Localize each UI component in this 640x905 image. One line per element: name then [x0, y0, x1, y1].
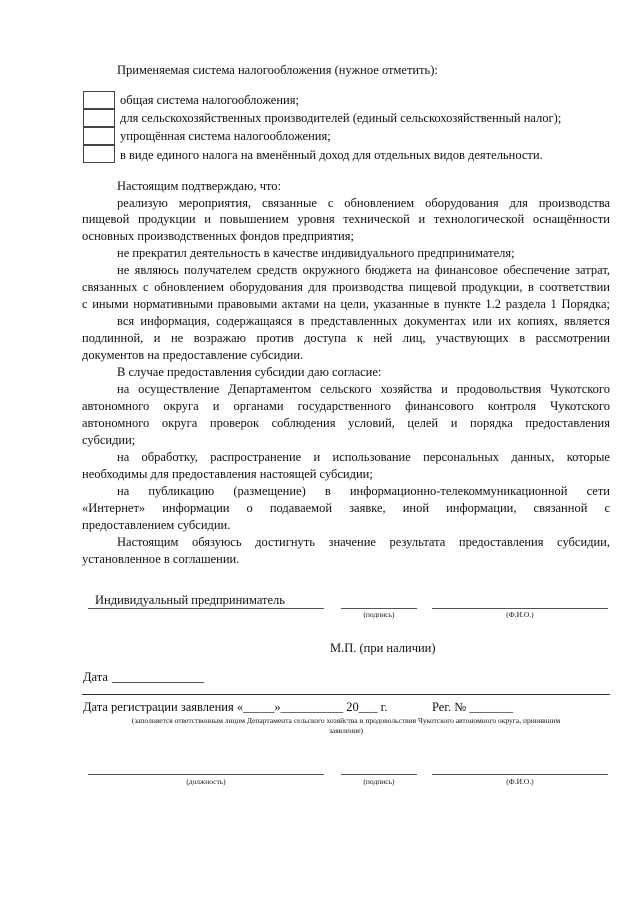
registration-note: заявление): [328, 726, 364, 735]
tax-system-title: Применяемая система налогообложения (нужное отметить):: [117, 63, 438, 77]
confirm-line: связанных с обновлением оборудования для производства пищевой продукции, в соответствии: [82, 280, 610, 294]
confirm-line: документов на предоставление субсидии.: [82, 348, 304, 362]
consent-line: на обработку, распространение и использование персональных данных, которые: [117, 450, 610, 464]
confirm-line: пищевой продукции и повышением уровня технической и технологической оснащённости: [82, 212, 610, 226]
confirm-line: с иными нормативными правовыми актами на цели, указанные в пункте 1.2 раздела 1 Порядка;: [82, 297, 610, 311]
confirm-line: не прекратил деятельность в качестве индивидуального предпринимателя;: [117, 246, 515, 260]
confirm-line: вся информация, содержащаяся в представленных документах или их копиях, является: [117, 314, 610, 328]
date-label: Дата: [83, 670, 108, 684]
tax-option-checkbox-4[interactable]: [83, 145, 115, 163]
registration-date-label: Дата регистрации заявления «_____»__________ 20___ г.: [83, 700, 388, 714]
registration-note: (заполняется ответственным лицом Департамента сельского хозяйства и продовольствия Чукотского автономного округа, принявшим: [131, 716, 561, 725]
official-name-line[interactable]: [432, 774, 608, 775]
tax-option-label-4: в виде единого налога на вменённый доход для отдельных видов деятельности.: [120, 148, 543, 162]
consent-line: автономного округа и органами государственного финансового контроля Чукотского: [82, 399, 610, 413]
confirm-line: подлинной, и не возражаю против доступа к ней лиц, участвующих в рассмотрении: [82, 331, 610, 345]
tax-option-label-3: упрощённая система налогообложения;: [120, 129, 331, 143]
official-signature-line[interactable]: [341, 774, 417, 775]
tax-option-checkbox-3[interactable]: [83, 127, 115, 145]
tax-option-checkbox-2[interactable]: [83, 109, 115, 127]
consent-line: на публикацию (размещение) в информационно-телекоммуникационной сети: [117, 484, 610, 498]
name-caption: (Ф.И.О.): [506, 610, 534, 619]
tax-option-label-1: общая система налогообложения;: [120, 93, 299, 107]
consent-intro: В случае предоставления субсидии даю согласие:: [117, 365, 382, 379]
confirm-line: не являюсь получателем средств окружного бюджета на финансовое обеспечение затрат,: [117, 263, 610, 277]
official-signature-caption: (подпись): [363, 777, 395, 786]
confirm-line: реализую мероприятия, связанные с обновлением оборудования для производства: [117, 196, 610, 210]
official-position-caption: (должность): [186, 777, 226, 786]
official-name-caption: (Ф.И.О.): [506, 777, 534, 786]
stamp-label: М.П. (при наличии): [330, 641, 436, 655]
signature-line[interactable]: [341, 608, 417, 609]
position-line: [88, 608, 324, 609]
confirm-line: основных производственных фондов предприятия;: [82, 229, 354, 243]
obligation-line: установленное в соглашении.: [82, 552, 240, 566]
obligation-line: Настоящим обязуюсь достигнуть значение результата предоставления субсидии,: [117, 535, 610, 549]
applicant-position: Индивидуальный предприниматель: [95, 593, 285, 607]
registration-divider: [82, 694, 610, 695]
consent-line: необходимы для предоставления настоящей субсидии;: [82, 467, 373, 481]
date-line[interactable]: [112, 682, 204, 683]
registration-number-label: Рег. № _______: [432, 700, 514, 714]
confirm-intro: Настоящим подтверждаю, что:: [117, 179, 282, 193]
tax-option-checkbox-1[interactable]: [83, 91, 115, 109]
consent-line: предоставлением субсидии.: [82, 518, 231, 532]
consent-line: «Интернет» информации о подаваемой заявке, иной информации, связанной с: [82, 501, 610, 515]
signature-caption: (подпись): [363, 610, 395, 619]
consent-line: автономного округа проверок соблюдения условий, целей и порядка предоставления: [82, 416, 610, 430]
official-position-line[interactable]: [88, 774, 324, 775]
consent-line: субсидии;: [82, 433, 136, 447]
name-line[interactable]: [432, 608, 608, 609]
tax-option-label-2: для сельскохозяйственных производителей (единый сельскохозяйственный налог);: [120, 111, 562, 125]
consent-line: на осуществление Департаментом сельского хозяйства и продовольствия Чукотского: [117, 382, 610, 396]
